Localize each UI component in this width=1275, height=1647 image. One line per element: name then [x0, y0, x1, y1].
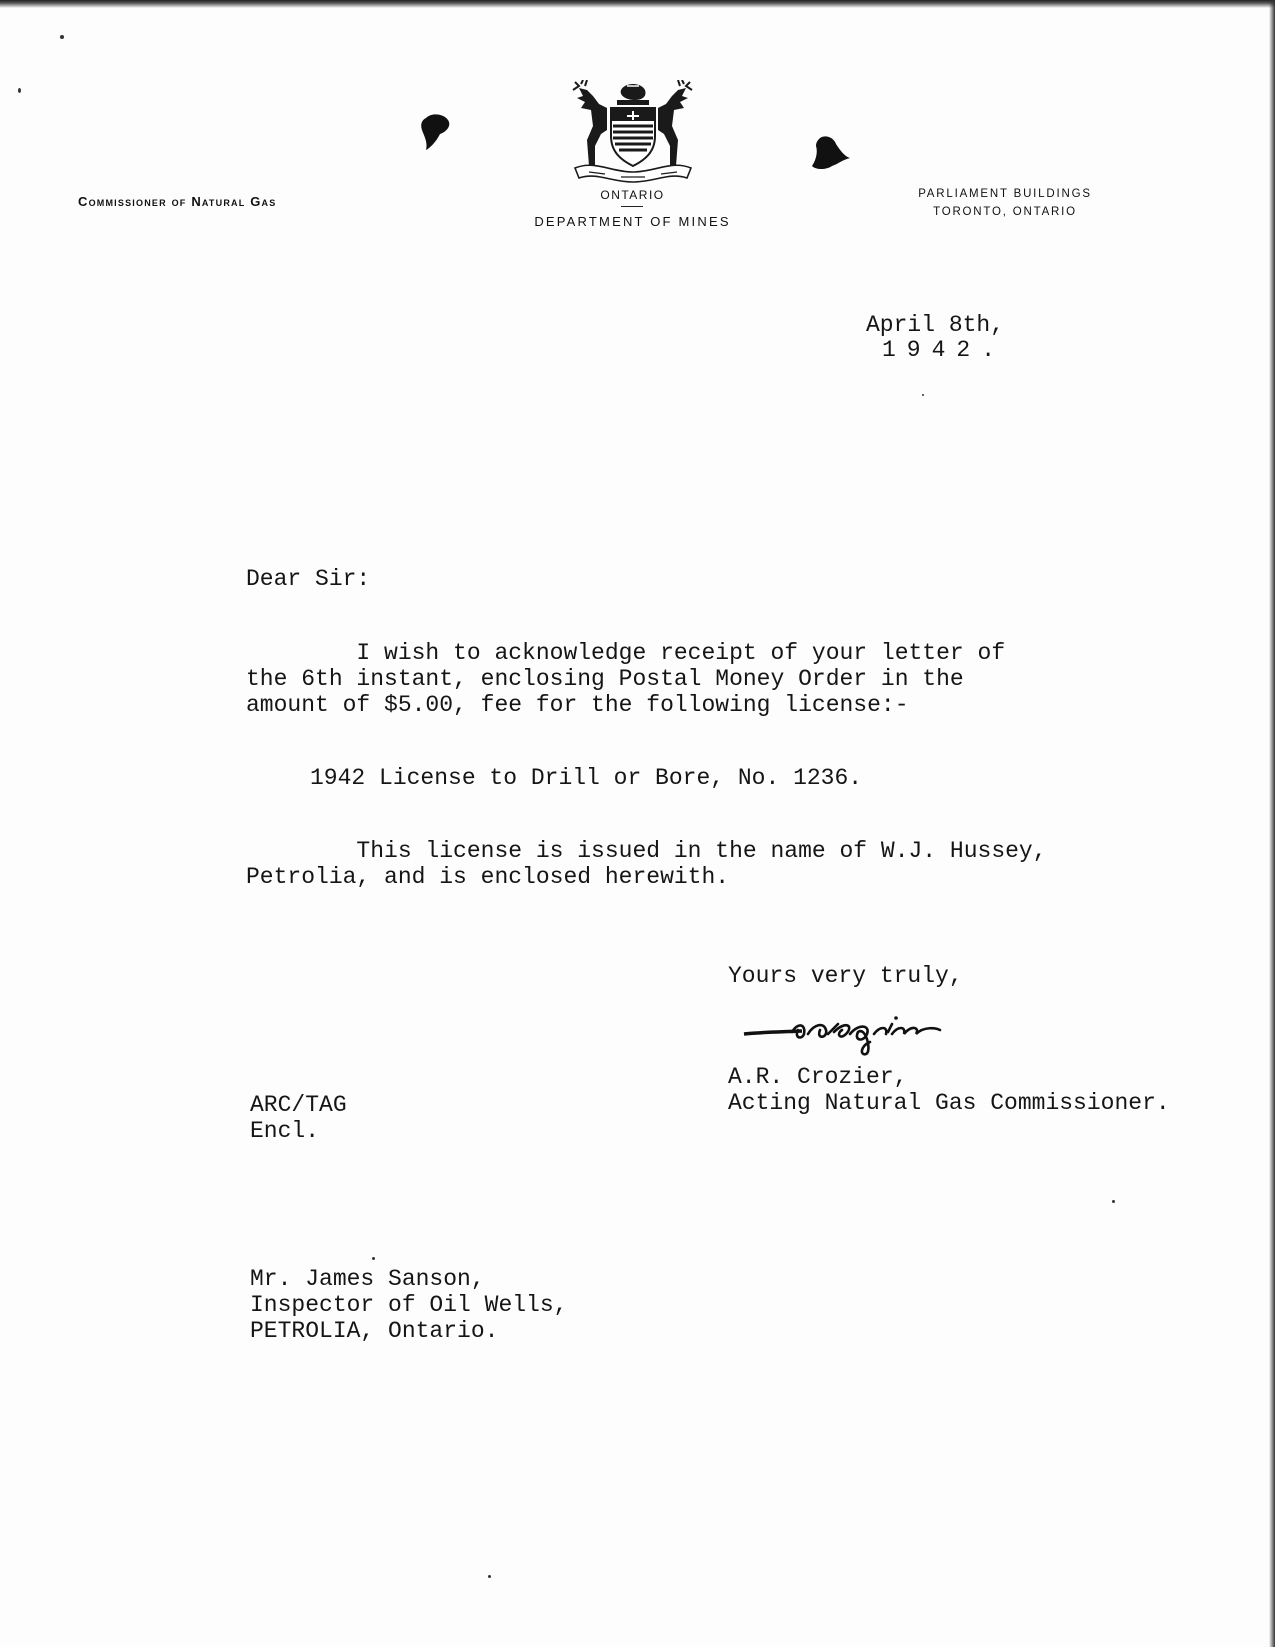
reference-initials: ARC/TAG: [250, 1092, 347, 1118]
handwritten-signature: [742, 1012, 1012, 1062]
body-paragraph-2: [246, 838, 1047, 890]
signer-title: Acting Natural Gas Commissioner.: [728, 1090, 1170, 1116]
scan-speck: [60, 35, 64, 39]
body-line: amount of $5.00, fee for the following license:-: [246, 692, 909, 718]
letterhead-province: ONTARIO: [600, 188, 665, 202]
letter-date-year: 1942.: [882, 337, 1007, 363]
ink-blot-left: [418, 112, 454, 152]
scan-speck: [18, 88, 21, 93]
body-paragraph-1: [246, 640, 1005, 718]
ontario-crest-icon: [565, 80, 700, 185]
enclosure-note: Encl.: [250, 1118, 320, 1144]
letterhead-building: PARLIAMENT BUILDINGS: [918, 188, 1092, 200]
complimentary-close: Yours very truly,: [728, 963, 963, 989]
scan-speck: [1112, 1200, 1115, 1203]
recipient-location: PETROLIA, Ontario.: [250, 1318, 499, 1344]
letter-date-day: April 8th,: [866, 312, 1005, 338]
scan-speck: [372, 1257, 375, 1260]
body-line: This license is issued in the name of W.J. Hussey,: [246, 838, 1047, 864]
letterhead-department: DEPARTMENT OF MINES: [534, 214, 731, 229]
license-line: 1942 License to Drill or Bore, No. 1236.: [310, 765, 863, 791]
scan-top-edge: [0, 0, 1275, 8]
scan-speck: [922, 394, 924, 396]
letterhead-divider: [621, 206, 643, 207]
letterhead-city: TORONTO, ONTARIO: [933, 206, 1077, 218]
scan-right-edge: [1269, 0, 1275, 1647]
signer-name: A.R. Crozier,: [728, 1064, 908, 1090]
scan-speck: [488, 1575, 491, 1578]
body-line: I wish to acknowledge receipt of your letter of: [246, 640, 1006, 666]
ink-blot-right: [808, 134, 852, 174]
recipient-name: Mr. James Sanson,: [250, 1266, 485, 1292]
recipient-title: Inspector of Oil Wells,: [250, 1292, 568, 1318]
salutation: Dear Sir:: [246, 566, 371, 592]
letterhead-office: Commissioner of Natural Gas: [78, 194, 277, 209]
body-line: Petrolia, and is enclosed herewith.: [246, 864, 730, 890]
body-line: the 6th instant, enclosing Postal Money Order in the: [246, 666, 964, 692]
